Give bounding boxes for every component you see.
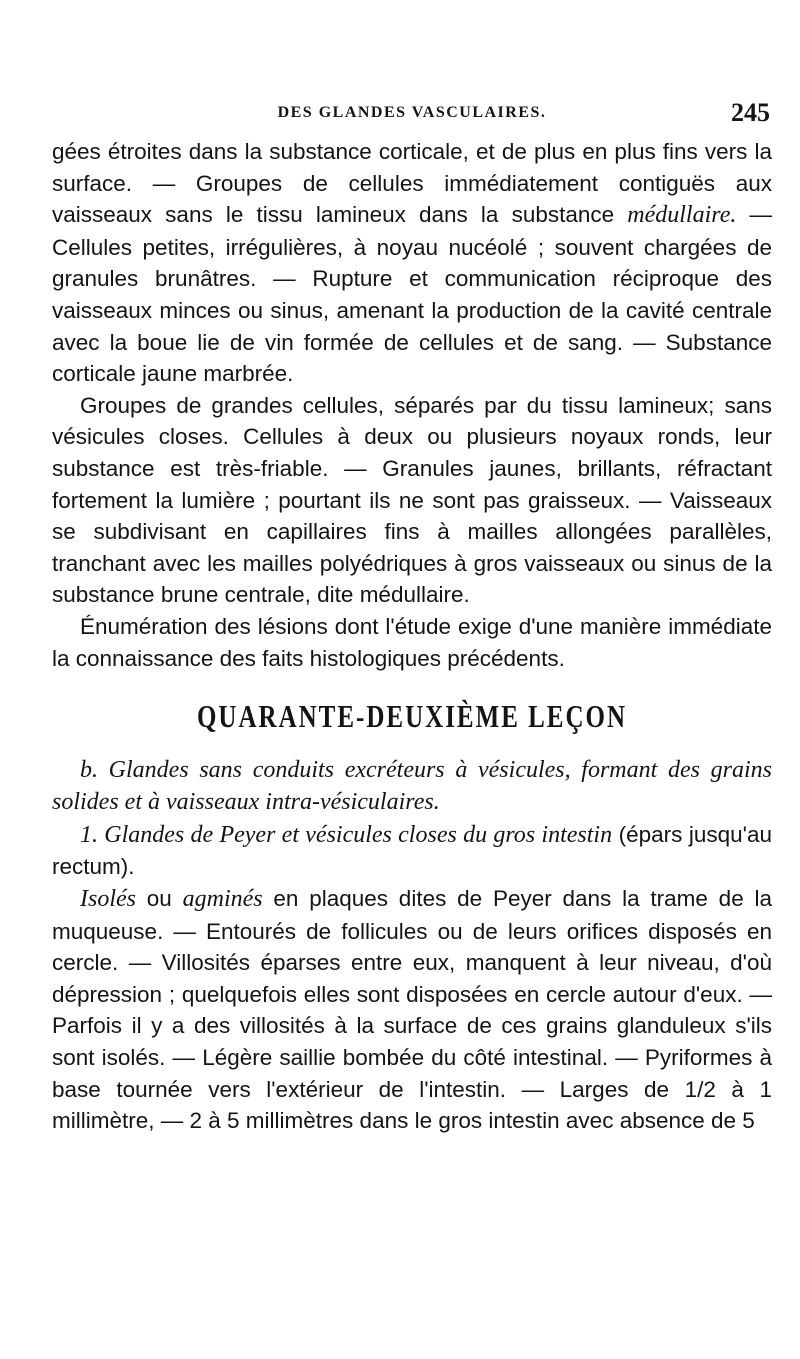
lecon-title: QUARANTE-DEUXIÈME LEÇON: [196, 700, 628, 735]
running-title: DES GLANDES VASCULAIRES.: [277, 104, 547, 121]
body-text: [52, 136, 772, 1137]
subsection-heading: [52, 819, 772, 883]
paragraph: [52, 883, 772, 1137]
paragraph-text: — Cellules petites, irrégulières, à noyau nucéolé ; souvent chargées de granules brunâtres. — Rupture et communication réciproque des vaisseaux minces ou sinus, amenant la production de la cavité centrale avec la boue lie de vin formée de cellules et de sang. — Substance corticale jaune marbrée.: [52, 202, 772, 387]
paragraph-text: gées étroites dans la substance corticale, et de plus en plus fins vers la surface. — Groupes de cellules immédiatement contiguës aux vaisseaux sans le tissu lamineux dans la substance: [52, 139, 772, 228]
subsection-note: (épars jusqu'au rectum).: [52, 821, 773, 880]
paragraph: Groupes de grandes cellules, séparés par du tissu lamineux; sans vésicules closes. Cellules à deux ou plusieurs noyaux ronds, leur substance est très-friable. — Granules jaunes, brillants, réfractant fortement la lumière ; pourtant ils ne sont pas graisseux. — Vaisseaux se subdivisant en capillaires fins à mailles allongées parallèles, tranchant avec les mailles polyédriques à gros vaisseaux ou sinus de la substance brune centrale, dite médullaire.: [52, 392, 772, 608]
page-number: 245: [731, 98, 770, 127]
paragraph-continuation: [52, 136, 772, 390]
paragraph-text: en plaques dites de Peyer dans la trame de la muqueuse. — Entourés de follicules ou de leurs orifices disposés en cercle. — Villosités éparses entre eux, manquent à leur niveau, d'où dépression ; quelquefois elles sont disposées en cercle autour d'eux. — Parfois il y a des villosités à la surface de ces grains glanduleux s'ils sont isolés. — Légère saillie bombée du côté intestinal. — Pyriformes à base tournée vers l'extérieur de l'intestin. — Larges de 1/2 à 1 millimètre, — 2 à 5 millimètres dans le gros intestin avec absence de 5: [52, 886, 773, 1134]
subsection-heading-text: 1. Glandes de Peyer et vésicules closes du gros intestin: [80, 821, 613, 848]
italic-term: agminés: [182, 886, 263, 913]
paragraph-text: ou: [136, 886, 183, 912]
italic-term: médullaire.: [627, 202, 737, 229]
section-heading-text: b. Glandes sans conduits excréteurs à vésicules, formant des grains solides et à vaisseaux intra-vésiculaires.: [52, 756, 772, 816]
paragraph: Énumération des lésions dont l'étude exige d'une manière immédiate la connaissance des faits histologiques précédents.: [52, 613, 772, 671]
italic-term: Isolés: [80, 886, 136, 913]
page: [52, 0, 772, 1359]
running-head: [52, 98, 772, 128]
section-heading: [52, 754, 772, 819]
